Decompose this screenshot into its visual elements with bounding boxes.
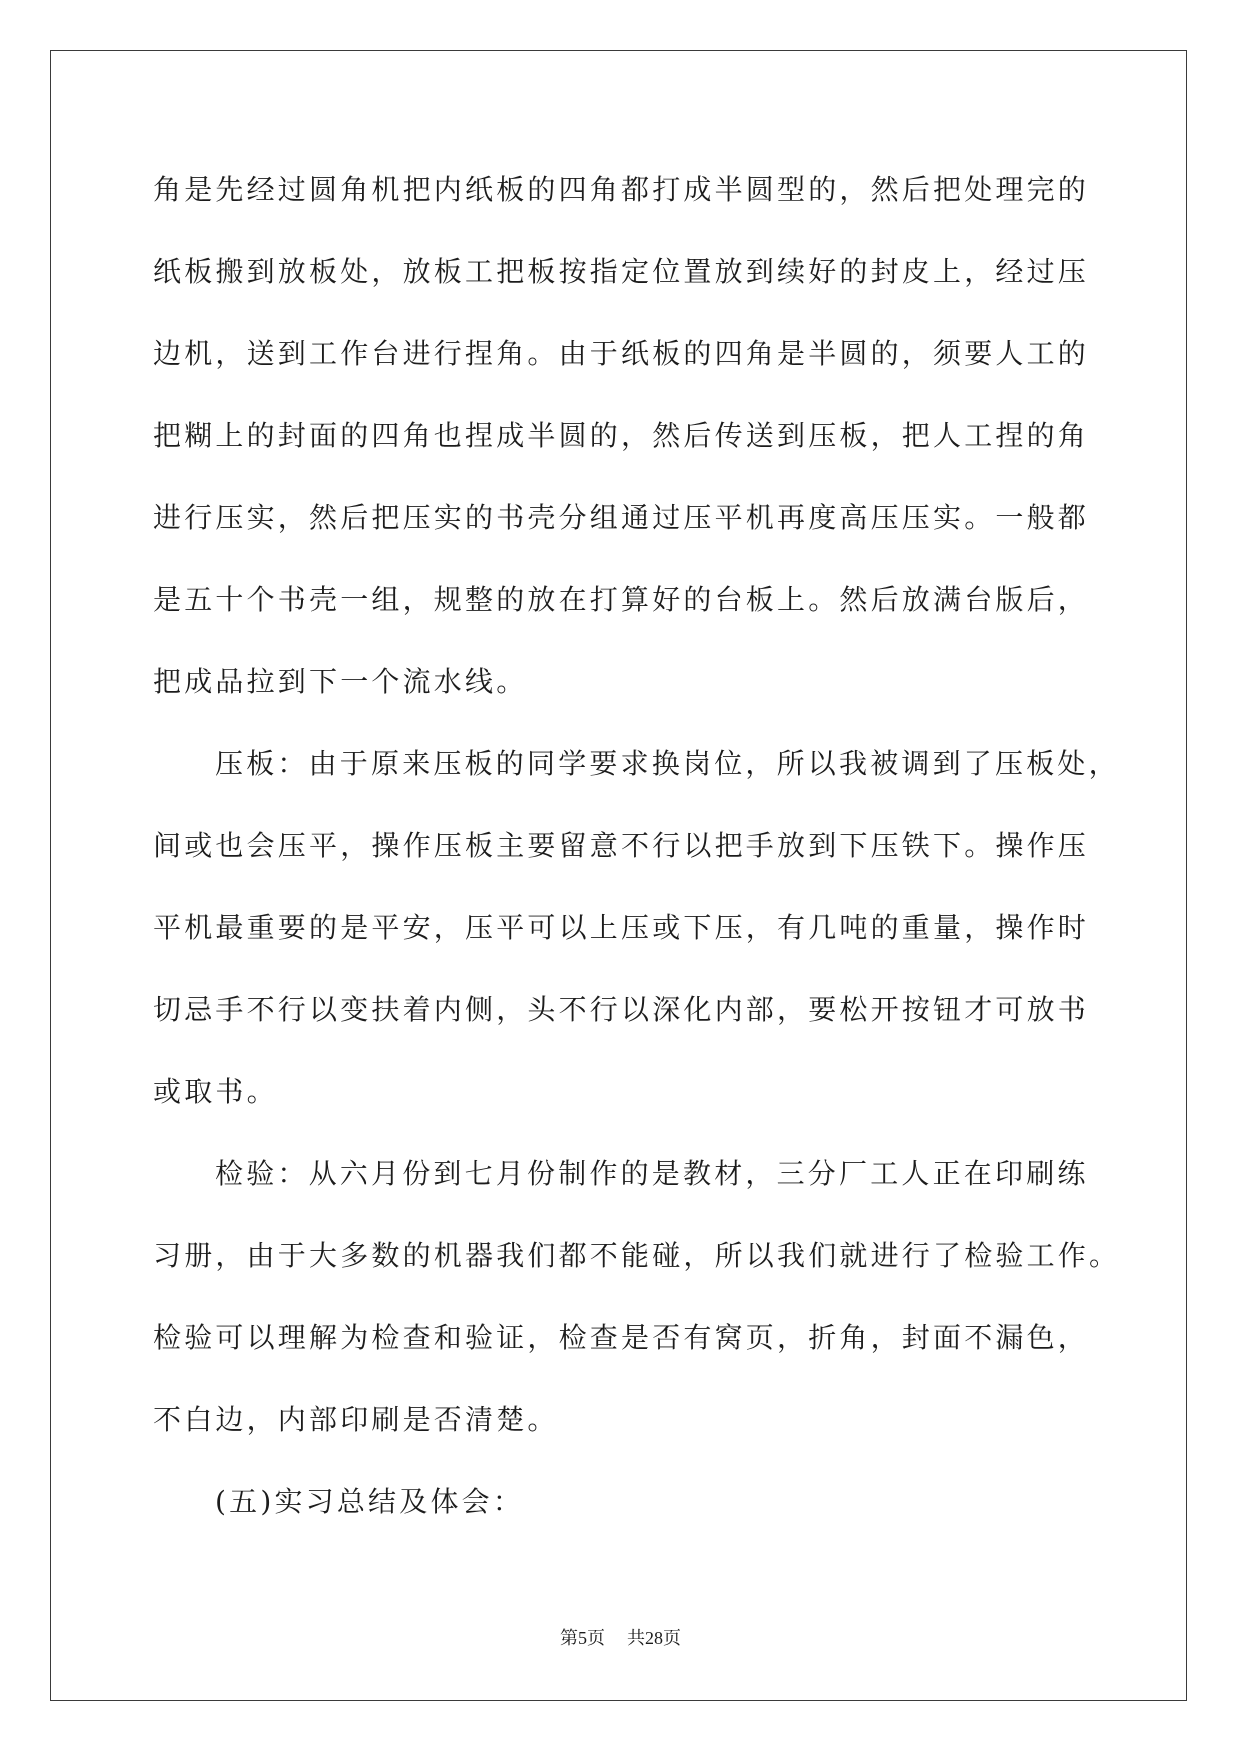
paragraph-first-line: 压板：由于原来压板的同学要求换岗位，所以我被调到了压板处， bbox=[215, 747, 1120, 780]
text-line: 纸板搬到放板处，放板工把板按指定位置放到续好的封皮上，经过压 bbox=[153, 255, 1090, 288]
body-text bbox=[153, 149, 1120, 1543]
text-line: 切忌手不行以变扶着内侧，头不行以深化内部，要松开按钮才可放书 bbox=[153, 993, 1090, 1026]
paragraph-first-line: 检验：从六月份到七月份制作的是教材，三分厂工人正在印刷练 bbox=[215, 1157, 1089, 1190]
text-line: 边机，送到工作台进行捏角。由于纸板的四角是半圆的，须要人工的 bbox=[153, 337, 1090, 370]
text-line: 进行压实，然后把压实的书壳分组通过压平机再度高压压实。一般都 bbox=[153, 501, 1090, 534]
text-line: 平机最重要的是平安，压平可以上压或下压，有几吨的重量，操作时 bbox=[153, 911, 1090, 944]
text-line: 不白边，内部印刷是否清楚。 bbox=[153, 1403, 559, 1436]
text-line: 间或也会压平，操作压板主要留意不行以把手放到下压铁下。操作压 bbox=[153, 829, 1090, 862]
section-heading: (五)实习总结及体会： bbox=[215, 1485, 525, 1518]
page-number: 第5页 bbox=[560, 1628, 605, 1648]
page-footer bbox=[0, 1626, 1241, 1650]
text-line: 检验可以理解为检查和验证，检查是否有窝页，折角，封面不漏色， bbox=[153, 1321, 1090, 1354]
text-line: 习册，由于大多数的机器我们都不能碰，所以我们就进行了检验工作。 bbox=[153, 1239, 1121, 1272]
text-line: 是五十个书壳一组，规整的放在打算好的台板上。然后放满台版后， bbox=[153, 583, 1090, 616]
text-line: 把糊上的封面的四角也捏成半圆的，然后传送到压板，把人工捏的角 bbox=[153, 419, 1090, 452]
text-line: 角是先经过圆角机把内纸板的四角都打成半圆型的，然后把处理完的 bbox=[153, 173, 1090, 206]
text-line: 把成品拉到下一个流水线。 bbox=[153, 665, 528, 698]
text-line: 或取书。 bbox=[153, 1075, 278, 1108]
page-total: 共28页 bbox=[627, 1628, 681, 1648]
